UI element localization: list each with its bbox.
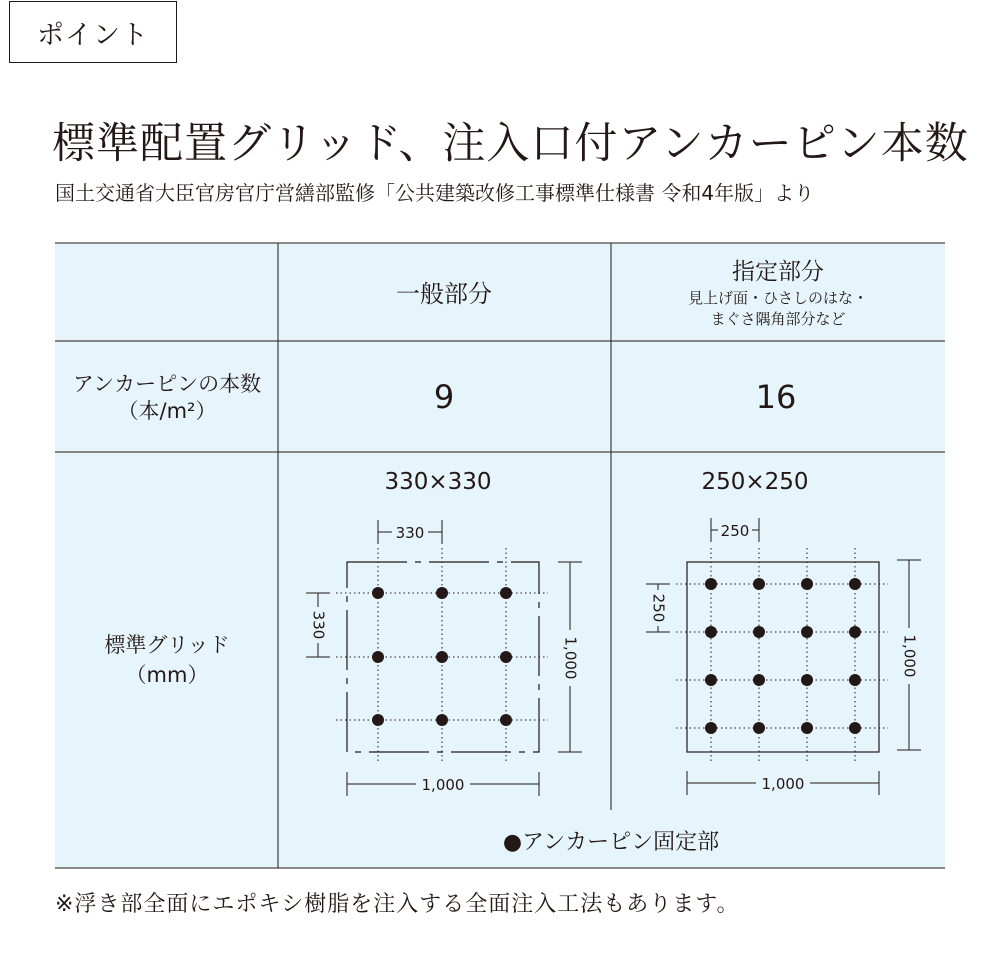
legend-anchor-pin: ●アンカーピン固定部 [502,830,720,855]
header-specified-sub1: 見上げ面・ひさしのはな・ [687,289,869,307]
row-label-grid: 標準グリッド [104,633,230,657]
anchor-pin [436,714,448,726]
anchor-pin [753,626,765,638]
anchor-pin [801,674,813,686]
anchor-pin [436,587,448,599]
anchor-pin [801,626,813,638]
anchor-pin [849,722,861,734]
spacing-general: 330×330 [384,469,492,495]
anchor-pin [500,651,512,663]
general-left-dimension-label: 330 [309,610,328,640]
anchor-pin [500,714,512,726]
specified-top-dimension-label: 250 [720,522,750,540]
point-badge: ポイント [9,1,177,63]
anchor-pin [849,626,861,638]
table-background [55,243,945,868]
page-title: 標準配置グリッド、注入口付アンカーピン本数 [52,119,969,169]
general-bottom-dimension-label: 1,000 [421,776,465,794]
anchor-pin [753,722,765,734]
specified-bottom-dimension-label: 1,000 [761,775,805,793]
count-specified: 16 [755,378,797,416]
row-label-count: アンカーピンの本数 [72,372,262,396]
header-specified-sub2: まぐさ隅角部分など [710,310,846,328]
anchor-pin [705,674,717,686]
row-label-count-unit: （本/m²） [117,399,217,423]
general-top-dimension-label: 330 [395,524,425,542]
anchor-pin [436,651,448,663]
anchor-pin [372,651,384,663]
row-label-grid-unit: （mm） [125,663,209,687]
header-general: 一般部分 [396,280,492,308]
anchor-pin [705,578,717,590]
anchor-pin [753,578,765,590]
anchor-pin [753,674,765,686]
anchor-pin [372,587,384,599]
header-specified: 指定部分 [732,259,824,285]
source-citation: 国土交通省大臣官房官庁営繕部監修「公共建築改修工事標準仕様書 令和4年版」より [55,181,815,205]
count-general: 9 [433,378,455,416]
general-right-dimension-label: 1,000 [561,636,580,680]
anchor-pin [705,722,717,734]
footnote: ※浮き部全面にエポキシ樹脂を注入する全面注入工法もあります。 [55,892,740,917]
specified-left-dimension-label: 250 [649,593,668,623]
spacing-specified: 250×250 [701,469,809,495]
anchor-pin [372,714,384,726]
anchor-pin [705,626,717,638]
specified-right-dimension-label: 1,000 [900,634,919,678]
anchor-pin [801,722,813,734]
anchor-pin [801,578,813,590]
anchor-pin [500,587,512,599]
anchor-pin [849,674,861,686]
anchor-pin [849,578,861,590]
